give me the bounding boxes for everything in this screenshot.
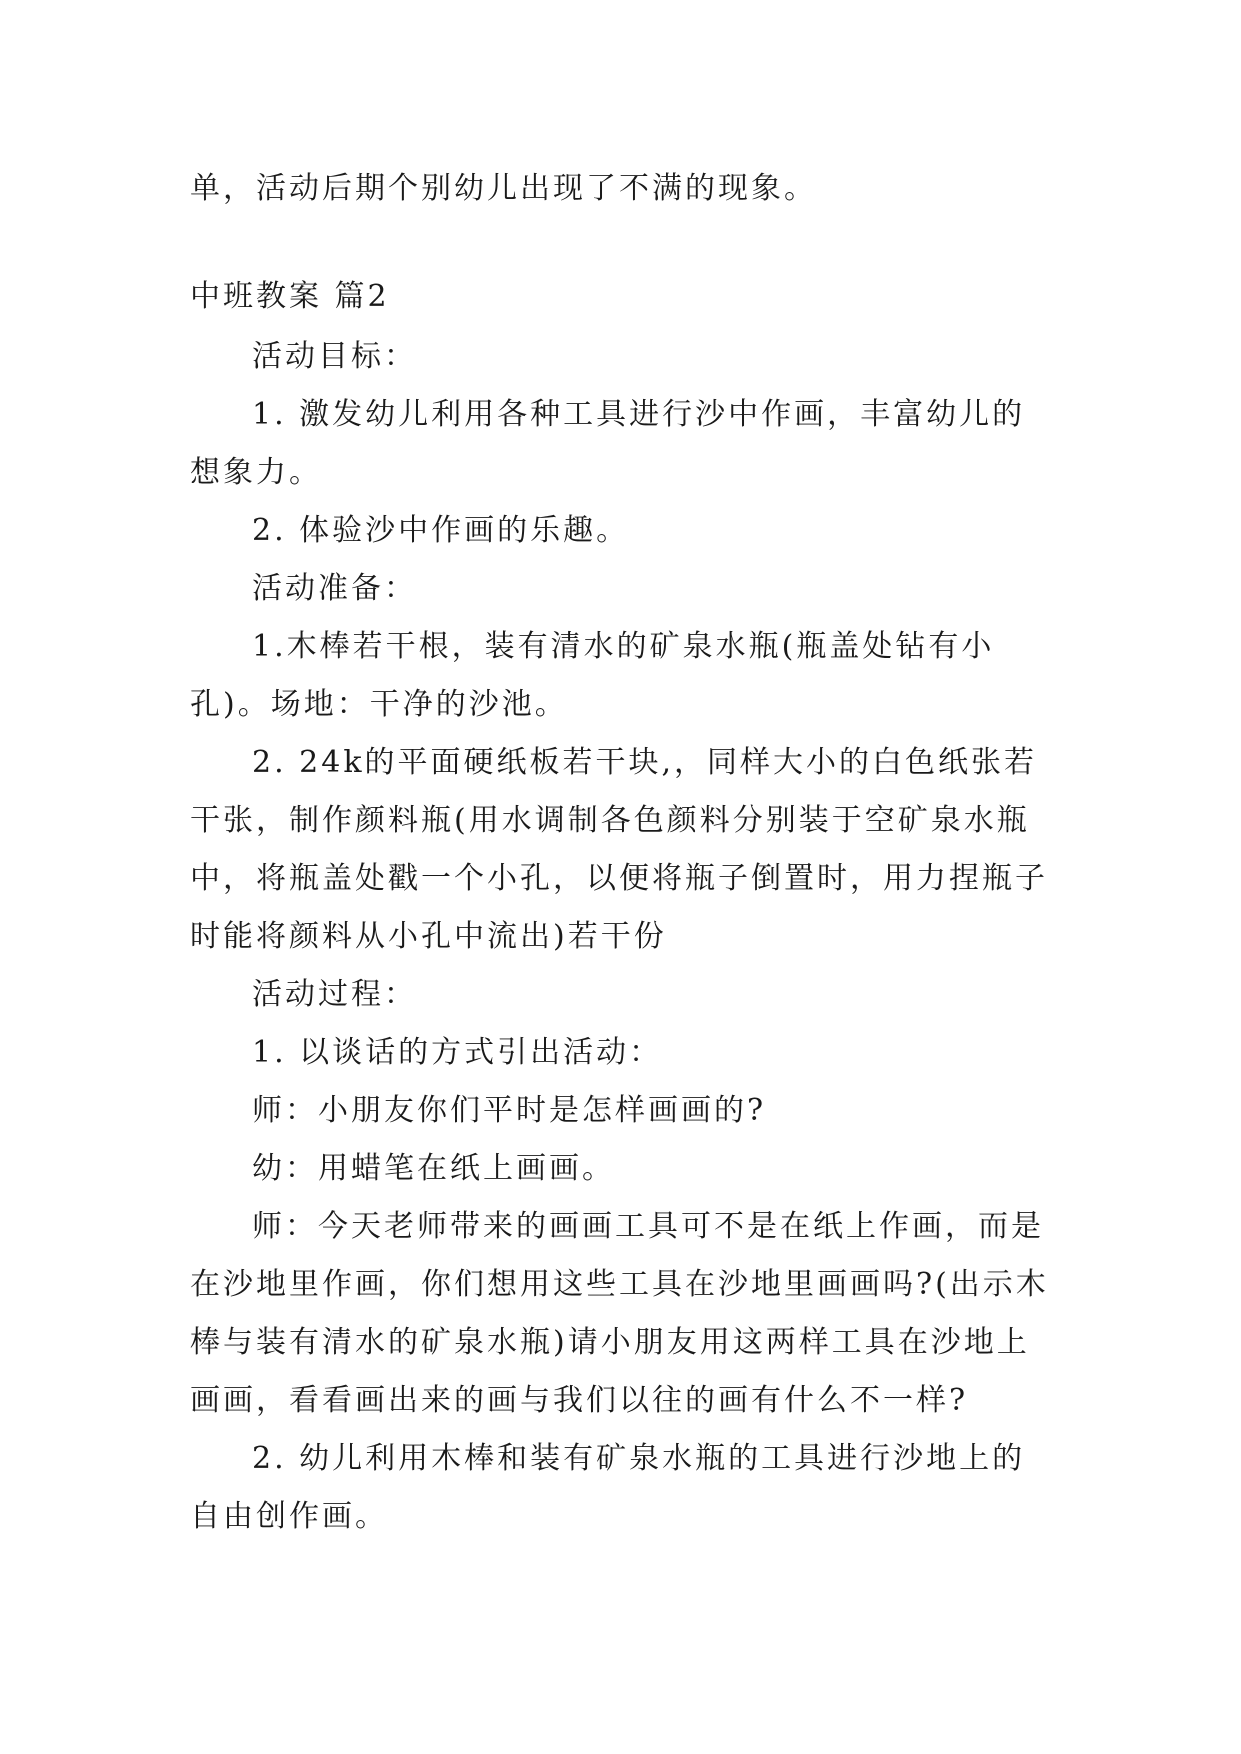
dialog-line-teacher-1: 师：小朋友你们平时是怎样画画的? [252,1093,767,1128]
paragraph-continuation: 单，活动后期个别幼儿出现了不满的现象。 [190,171,817,206]
prep-item-1: 1.木棒若干根，装有清水的矿泉水瓶(瓶盖处钻有小孔)。场地：干净的沙池。 [190,629,995,722]
process-heading: 活动过程： [252,977,417,1012]
goal-item-1: 1. 激发幼儿利用各种工具进行沙中作画，丰富幼儿的想象力。 [190,397,1026,490]
dialog-line-child-1: 幼：用蜡笔在纸上画画。 [252,1151,615,1186]
process-item-1: 1. 以谈话的方式引出活动： [252,1035,663,1070]
prep-item-2: 2. 24k的平面硬纸板若干块,，同样大小的白色纸张若干张，制作颜料瓶(用水调制各色颜料分别装于空矿泉水瓶中，将瓶盖处戳一个小孔，以便将瓶子倒置时，用力捏瓶子时能将颜料从小孔中流出)若干份 [190,745,1048,954]
prep-heading: 活动准备： [252,571,417,606]
goal-item-2: 2. 体验沙中作画的乐趣。 [252,513,630,548]
goals-heading: 活动目标： [252,339,417,374]
section-title: 中班教案 篇2 [190,279,390,314]
document-body [190,160,1050,1546]
dialog-line-teacher-2: 师：今天老师带来的画画工具可不是在纸上作画，而是在沙地里作画，你们想用这些工具在沙地里画画吗?(出示木棒与装有清水的矿泉水瓶)请小朋友用这两样工具在沙地上画画，看看画出来的画与我们以往的画有什么不一样? [190,1209,1049,1418]
process-item-2: 2. 幼儿利用木棒和装有矿泉水瓶的工具进行沙地上的自由创作画。 [190,1441,1026,1534]
